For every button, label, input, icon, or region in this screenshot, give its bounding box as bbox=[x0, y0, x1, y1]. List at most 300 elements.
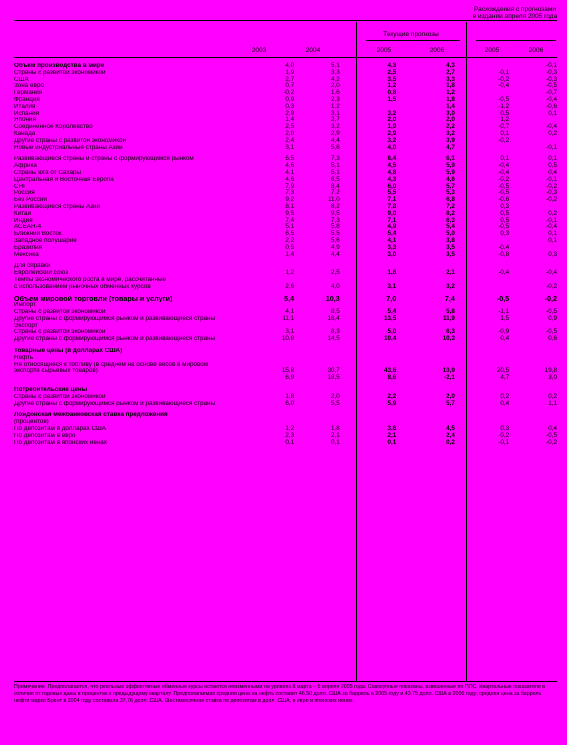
header-rule bbox=[14, 57, 557, 58]
row-value: -0,5 bbox=[546, 328, 557, 336]
row-value bbox=[455, 355, 509, 362]
row-value: 2,0 bbox=[285, 129, 295, 137]
row-value: 8,4 bbox=[331, 182, 340, 190]
row-value: 3,3 bbox=[331, 68, 340, 76]
row-label: Без России bbox=[14, 197, 47, 204]
row-label bbox=[14, 375, 253, 382]
row-value: 8,3 bbox=[331, 328, 340, 336]
row-value: 1,8 bbox=[285, 392, 295, 400]
row-value: 0,4 bbox=[500, 399, 510, 407]
row-label: США bbox=[14, 76, 29, 83]
row-value bbox=[455, 348, 509, 355]
row-value: 2,9 bbox=[285, 109, 295, 117]
row-value: 5,1 bbox=[331, 162, 340, 170]
table-row bbox=[14, 375, 557, 382]
table-row bbox=[14, 252, 557, 259]
footnote: Примечание. Предполагается, что реальные эффективные обменные курсы остаются неизменными на уровнях 8 марта – 5 апреля 2005 года. Совокупные показаны, взвешенные по ППС. Квартальные показатели в отличие от годовых даны в процентах к предыдущему кварталу. Предполагаемая средняя цена на нефть составит 46,50 долл. США за баррель в 2005 году и 43,75 долл. США в 2006 году; средняя цена за баррель нефти марки Брент в 2004 году составила 37,76 долл. США. Шестимесячная ставка по депозитам в долл. США, в евро и японских иенах. bbox=[14, 684, 546, 705]
row-value: 5,1 bbox=[331, 62, 340, 69]
row-label: Страны юга от Сахары bbox=[14, 169, 82, 176]
row-value: 6,3 bbox=[446, 216, 455, 224]
row-value: 5,8 bbox=[446, 308, 455, 316]
year-header-1: 2003 bbox=[251, 47, 267, 54]
row-value: 15,8 bbox=[281, 367, 295, 375]
row-value: 7,3 bbox=[331, 216, 340, 224]
row-value bbox=[396, 348, 455, 355]
row-value: 0,2 bbox=[548, 209, 557, 217]
row-label: Зона евро bbox=[14, 83, 44, 90]
row-value bbox=[340, 348, 396, 355]
row-value: 1,8 bbox=[446, 82, 455, 90]
row-value: 1,4 bbox=[285, 250, 295, 258]
row-value: 5,1 bbox=[285, 223, 295, 231]
row-value bbox=[509, 412, 557, 419]
row-value: 8,1 bbox=[285, 202, 295, 210]
row-value: 4,6 bbox=[285, 175, 295, 183]
row-value: 0,1 bbox=[548, 236, 557, 244]
row-label: Для справки bbox=[14, 263, 51, 270]
year-header-4: 2006 bbox=[429, 47, 445, 54]
row-value: 8,2 bbox=[331, 202, 340, 210]
row-value: 5,6 bbox=[331, 236, 340, 244]
row-value: 0,2 bbox=[548, 392, 557, 400]
row-value: -0,4 bbox=[498, 168, 510, 176]
row-value: 0,1 bbox=[548, 109, 557, 117]
table-row bbox=[14, 336, 557, 343]
row-value: 14,5 bbox=[327, 335, 340, 343]
row-value: -0,2 bbox=[283, 89, 295, 97]
row-value: 3,6 bbox=[387, 425, 397, 433]
row-value: 2,6 bbox=[285, 282, 295, 290]
row-value: 3,5 bbox=[387, 75, 397, 83]
row-value: 6,5 bbox=[331, 175, 340, 183]
row-label: (процентов) bbox=[14, 419, 49, 426]
row-value: 10,4 bbox=[383, 335, 397, 343]
row-value: 10,3 bbox=[325, 293, 340, 303]
row-value: 1,2 bbox=[285, 269, 295, 277]
row-value: 3,9 bbox=[446, 136, 455, 144]
row-value: 5,1 bbox=[331, 168, 340, 176]
row-value: 6,1 bbox=[446, 155, 455, 163]
row-value: 0,1 bbox=[331, 438, 340, 446]
row-label: Другие страны с формирующимся рынком и развивающиеся страны bbox=[14, 336, 216, 343]
diff-rule bbox=[476, 40, 556, 41]
row-value: 0,4 bbox=[548, 425, 557, 433]
row-value: 0,5 bbox=[500, 216, 510, 224]
row-value: 2,4 bbox=[446, 431, 455, 439]
row-value: 4,0 bbox=[331, 282, 340, 290]
row-value bbox=[509, 355, 557, 362]
row-value: 0,3 bbox=[500, 425, 510, 433]
row-value: 3,2 bbox=[446, 129, 455, 137]
row-value: 2,9 bbox=[331, 129, 340, 137]
year-header-2: 2004 bbox=[305, 47, 321, 54]
row-value: 2,0 bbox=[387, 116, 397, 124]
row-value: 2,2 bbox=[446, 123, 455, 131]
row-value: -0,1 bbox=[546, 216, 557, 224]
row-value: 5,6 bbox=[331, 143, 340, 151]
row-value: 2,5 bbox=[331, 269, 340, 277]
row-value: 1,1 bbox=[548, 399, 557, 407]
row-label: Импорт bbox=[14, 302, 37, 309]
row-value: 0,5 bbox=[285, 243, 295, 251]
row-value: 5,4 bbox=[387, 230, 397, 238]
outlook-table bbox=[14, 63, 557, 446]
diff-header: Расхождения с прогнозами в издании апреля 2005 года bbox=[472, 6, 558, 20]
row-value: 11,0 bbox=[327, 196, 340, 204]
row-value: -0,7 bbox=[546, 89, 557, 97]
row-value: 1,6 bbox=[331, 89, 340, 97]
row-value: -0,2 bbox=[498, 175, 510, 183]
row-value bbox=[455, 145, 509, 152]
row-value: 4,5 bbox=[446, 425, 455, 433]
row-value: 0,3 bbox=[500, 202, 510, 210]
row-value: 3,5 bbox=[446, 243, 455, 251]
row-value: -0,4 bbox=[546, 123, 557, 131]
row-value: -0,8 bbox=[498, 250, 510, 258]
row-value: 2,2 bbox=[285, 236, 295, 244]
row-label: Канада bbox=[14, 130, 36, 137]
row-value: -0,4 bbox=[498, 269, 510, 277]
row-value: -0,2 bbox=[546, 282, 557, 290]
row-label: Франция bbox=[14, 96, 40, 103]
row-value: 7,1 bbox=[387, 196, 397, 204]
row-value: 4,4 bbox=[331, 136, 340, 144]
row-value: 0,1 bbox=[500, 155, 510, 163]
row-value: 1,5 bbox=[500, 314, 510, 322]
row-value bbox=[455, 277, 509, 284]
row-label: Италия bbox=[14, 103, 36, 110]
row-label: Темпы экономического роста в мире, рассчитанные bbox=[14, 276, 167, 283]
row-value: 5,4 bbox=[446, 223, 455, 231]
row-value: -0,1 bbox=[498, 438, 510, 446]
row-value: 3,3 bbox=[446, 75, 455, 83]
row-value: 7,1 bbox=[387, 216, 397, 224]
row-value: 3,2 bbox=[387, 136, 397, 144]
row-label: Потребительские цены bbox=[14, 387, 88, 394]
row-value: 7,4 bbox=[444, 293, 455, 303]
row-value: -0,4 bbox=[546, 223, 557, 231]
row-label: СНГ bbox=[14, 183, 27, 190]
row-value: 0,5 bbox=[500, 109, 510, 117]
row-value: 9,5 bbox=[285, 209, 295, 217]
row-value: -0,2 bbox=[546, 196, 557, 204]
row-value: 2,7 bbox=[331, 116, 340, 124]
row-value: 0,3 bbox=[285, 102, 295, 110]
row-value: 11,9 bbox=[442, 314, 455, 322]
row-value: 0,1 bbox=[500, 129, 510, 137]
row-value: 3,0 bbox=[548, 374, 557, 382]
row-value: 5,4 bbox=[387, 308, 397, 316]
row-value: 1,4 bbox=[285, 116, 295, 124]
row-label: Индия bbox=[14, 217, 33, 224]
row-value: 1,2 bbox=[387, 82, 397, 90]
row-value: 0,5 bbox=[500, 209, 510, 217]
row-value: 2,1 bbox=[446, 269, 455, 277]
row-value: 2,5 bbox=[285, 123, 295, 131]
table-row bbox=[14, 284, 557, 291]
top-rule bbox=[14, 20, 557, 21]
row-value: 0,7 bbox=[285, 82, 295, 90]
row-value: 10,8 bbox=[281, 335, 295, 343]
row-value: -0,5 bbox=[546, 431, 557, 439]
row-value: 7,9 bbox=[285, 182, 295, 190]
row-value: -0,5 bbox=[498, 95, 510, 103]
row-value: 2,3 bbox=[331, 95, 340, 103]
row-value: -0,5 bbox=[546, 82, 557, 90]
row-value: 4,3 bbox=[387, 62, 397, 69]
row-label: Другие страны с формирующимся рынком и развивающиеся страны bbox=[14, 400, 216, 407]
row-label: Европейский союз bbox=[14, 270, 68, 277]
row-value: 0,9 bbox=[548, 314, 557, 322]
row-value: 9,2 bbox=[285, 196, 295, 204]
row-value: 2,1 bbox=[331, 431, 340, 439]
bottom-rule bbox=[14, 681, 557, 682]
row-value: 2,3 bbox=[285, 431, 295, 439]
row-value: -0,6 bbox=[546, 102, 557, 110]
row-label: Экспорт bbox=[14, 322, 38, 329]
table-row bbox=[14, 412, 557, 419]
row-value: 2,0 bbox=[331, 82, 340, 90]
row-label: По депозитам в долларах США bbox=[14, 426, 106, 433]
row-value: 19,8 bbox=[544, 367, 557, 375]
row-value: 0,2 bbox=[500, 392, 510, 400]
row-value bbox=[294, 355, 340, 362]
row-label: Лондонская межбанковская ставка предложения bbox=[14, 412, 168, 419]
row-value: 1,2 bbox=[446, 89, 455, 97]
row-value: 3,2 bbox=[387, 109, 397, 117]
row-value: 6,4 bbox=[387, 155, 397, 163]
row-value: -0,2 bbox=[498, 431, 510, 439]
row-value: 13,5 bbox=[383, 314, 397, 322]
row-label: Ближний Восток bbox=[14, 231, 62, 238]
row-value: 6,0 bbox=[285, 399, 295, 407]
row-label: Япония bbox=[14, 117, 36, 124]
row-label: Объем производства в мире bbox=[14, 63, 105, 69]
row-value: 7,8 bbox=[387, 202, 397, 210]
row-value: 6,9 bbox=[285, 374, 295, 382]
year-header-5: 2005 bbox=[484, 47, 500, 54]
row-value: 11,1 bbox=[282, 314, 295, 322]
row-label: Страны с развитой экономикой bbox=[14, 69, 106, 76]
row-value: 1,4 bbox=[446, 102, 455, 110]
row-value: 1,9 bbox=[387, 123, 397, 131]
row-value bbox=[340, 355, 396, 362]
row-value: 6,8 bbox=[446, 196, 455, 204]
row-label: Нефть bbox=[14, 354, 34, 361]
year-header-6: 2006 bbox=[528, 47, 544, 54]
row-label: Западное полушарие bbox=[14, 237, 77, 244]
row-value: 5,7 bbox=[446, 182, 455, 190]
row-value: 0,4 bbox=[500, 335, 510, 343]
row-value: 3,1 bbox=[285, 143, 295, 151]
row-value: 7,3 bbox=[331, 155, 340, 163]
row-value: 3,0 bbox=[446, 109, 455, 117]
row-value: 2,0 bbox=[446, 116, 455, 124]
table-row bbox=[14, 440, 557, 447]
row-value: -0,5 bbox=[496, 293, 510, 303]
row-value: 1,6 bbox=[387, 269, 397, 277]
row-value: 18,5 bbox=[327, 374, 340, 382]
row-value: 2,2 bbox=[387, 392, 397, 400]
row-value: 2,0 bbox=[331, 392, 340, 400]
row-value: 4,1 bbox=[387, 236, 397, 244]
row-value: 5,0 bbox=[446, 230, 455, 238]
row-value: 3,8 bbox=[446, 236, 455, 244]
table-row bbox=[14, 401, 557, 408]
row-value: 4,7 bbox=[500, 374, 510, 382]
row-value: -1,2 bbox=[498, 102, 510, 110]
row-value: 3,1 bbox=[331, 109, 340, 117]
row-value: 6,5 bbox=[285, 155, 295, 163]
table-row bbox=[14, 348, 557, 355]
row-value bbox=[455, 412, 509, 419]
row-label: Бразилия bbox=[14, 244, 43, 251]
row-value: 9,5 bbox=[331, 209, 340, 217]
row-value: 8,6 bbox=[387, 374, 397, 382]
row-label: Мексика bbox=[14, 251, 39, 258]
row-value: 6,5 bbox=[285, 230, 295, 238]
row-value: 0,1 bbox=[548, 230, 557, 238]
row-value: 1,9 bbox=[285, 68, 295, 76]
row-value: 0,1 bbox=[548, 155, 557, 163]
row-label: Страны с развитой экономикой bbox=[14, 393, 106, 400]
row-value: 5,3 bbox=[446, 189, 455, 197]
row-value: 1,8 bbox=[446, 95, 455, 103]
row-value: -0,3 bbox=[546, 75, 557, 83]
row-value: -0,2 bbox=[498, 136, 510, 144]
row-value bbox=[509, 348, 557, 355]
row-value: 5,9 bbox=[446, 162, 455, 170]
year-header-3: 2005 bbox=[376, 47, 392, 54]
row-value: -0,7 bbox=[498, 123, 510, 131]
row-value: 5,0 bbox=[387, 328, 397, 336]
row-value: 4,8 bbox=[387, 168, 397, 176]
row-value: -0,5 bbox=[498, 223, 510, 231]
row-value: 1,2 bbox=[285, 425, 295, 433]
row-value: 5,5 bbox=[331, 230, 340, 238]
row-label: Новые индустриальные страны Азии bbox=[14, 144, 123, 151]
row-value: 2,7 bbox=[285, 75, 295, 83]
row-value: 4,5 bbox=[387, 162, 397, 170]
row-value: -0,5 bbox=[498, 189, 510, 197]
row-label: АСЕАН-4 bbox=[14, 224, 42, 231]
forecast-rule bbox=[366, 40, 460, 41]
row-value bbox=[294, 412, 340, 419]
row-value: -0,4 bbox=[498, 82, 510, 90]
table-row bbox=[14, 270, 557, 277]
row-value: 2,5 bbox=[387, 68, 397, 76]
row-value: 4,2 bbox=[331, 75, 340, 83]
row-value: 10,3 bbox=[442, 335, 455, 343]
row-value: 3,0 bbox=[387, 250, 397, 258]
row-value: 3,1 bbox=[387, 282, 397, 290]
row-value: 2,4 bbox=[285, 136, 295, 144]
row-label: Другие страны с развитой экономикой bbox=[14, 137, 127, 144]
row-value: 30,7 bbox=[327, 367, 340, 375]
row-value: 1,8 bbox=[331, 425, 340, 433]
row-value: -0,5 bbox=[546, 308, 557, 316]
row-value: 0,2 bbox=[446, 438, 455, 446]
row-value: 5,8 bbox=[331, 223, 340, 231]
row-label: Германия bbox=[14, 90, 43, 97]
row-value: -2,1 bbox=[444, 374, 455, 382]
row-value: -0,6 bbox=[498, 196, 510, 204]
row-value: 0,3 bbox=[500, 230, 510, 238]
row-value: 8,5 bbox=[331, 308, 340, 316]
row-label: Россия bbox=[14, 190, 35, 197]
row-value: 0,8 bbox=[387, 89, 397, 97]
row-value: -0,4 bbox=[546, 95, 557, 103]
row-label: экспорте сырьевых товаров) bbox=[14, 368, 98, 375]
row-value bbox=[253, 348, 294, 355]
row-value: -0,1 bbox=[546, 62, 557, 69]
row-value: 3,2 bbox=[331, 123, 340, 131]
row-value: 4,6 bbox=[285, 162, 295, 170]
row-value: 9,0 bbox=[387, 209, 397, 217]
row-label: Страны с развитой экономикой bbox=[14, 309, 106, 316]
row-value: -0,4 bbox=[546, 269, 557, 277]
row-value bbox=[253, 355, 294, 362]
row-value: -0,1 bbox=[546, 175, 557, 183]
row-value: 4,9 bbox=[331, 243, 340, 251]
row-label: Испания bbox=[14, 110, 39, 117]
row-value: 1,2 bbox=[331, 102, 340, 110]
row-value: 7,2 bbox=[331, 189, 340, 197]
row-value: 4,1 bbox=[285, 168, 295, 176]
row-value: 4,3 bbox=[387, 175, 397, 183]
row-label: Другие страны с формирующимся рынком и развивающиеся страны bbox=[14, 315, 216, 322]
row-label: По депозитам в евро bbox=[14, 432, 76, 439]
row-value: 0,1 bbox=[387, 438, 397, 446]
row-value: 5,5 bbox=[331, 399, 340, 407]
row-value: -0,3 bbox=[546, 189, 557, 197]
row-value: 3,5 bbox=[446, 250, 455, 258]
row-value: 4,7 bbox=[446, 143, 455, 151]
row-label: Соединенное Королевство bbox=[14, 124, 93, 131]
row-label: Не относящиеся к топливу (в среднем на основе весов в мировом bbox=[14, 361, 209, 368]
row-value: 5,4 bbox=[284, 293, 295, 303]
row-label: Развивающиеся страны и страны с формирующимся рынком bbox=[14, 156, 194, 163]
row-value: 2,0 bbox=[446, 392, 455, 400]
row-value: -0,3 bbox=[546, 68, 557, 76]
row-value: 2,1 bbox=[387, 431, 397, 439]
row-label: Страны с развитой экономикой bbox=[14, 329, 106, 336]
row-value: -0,4 bbox=[498, 243, 510, 251]
table-row bbox=[14, 316, 557, 323]
row-value: 3,2 bbox=[446, 282, 455, 290]
row-value: -0,5 bbox=[498, 182, 510, 190]
table-row bbox=[14, 145, 557, 152]
row-value: 0,6 bbox=[548, 335, 557, 343]
row-value: 5,9 bbox=[446, 168, 455, 176]
row-value: 0,2 bbox=[548, 129, 557, 137]
row-value bbox=[340, 412, 396, 419]
row-value: 20,5 bbox=[496, 367, 510, 375]
row-value: 0,1 bbox=[285, 438, 295, 446]
row-label: с использованием рыночных обменных курсов bbox=[14, 283, 151, 290]
row-value: 0,5 bbox=[548, 162, 557, 170]
row-value: 0,4 bbox=[548, 168, 557, 176]
row-value: 13,9 bbox=[442, 367, 455, 375]
row-label: По депозитам в японских иенах bbox=[14, 439, 107, 446]
row-value: 4,4 bbox=[331, 250, 340, 258]
row-value: -0,4 bbox=[498, 162, 510, 170]
row-label: Африка bbox=[14, 163, 37, 170]
row-value: 5,9 bbox=[387, 399, 397, 407]
row-value: 7,0 bbox=[386, 293, 397, 303]
row-value bbox=[455, 284, 509, 291]
row-label: Центральная и Восточная Европа bbox=[14, 176, 114, 183]
